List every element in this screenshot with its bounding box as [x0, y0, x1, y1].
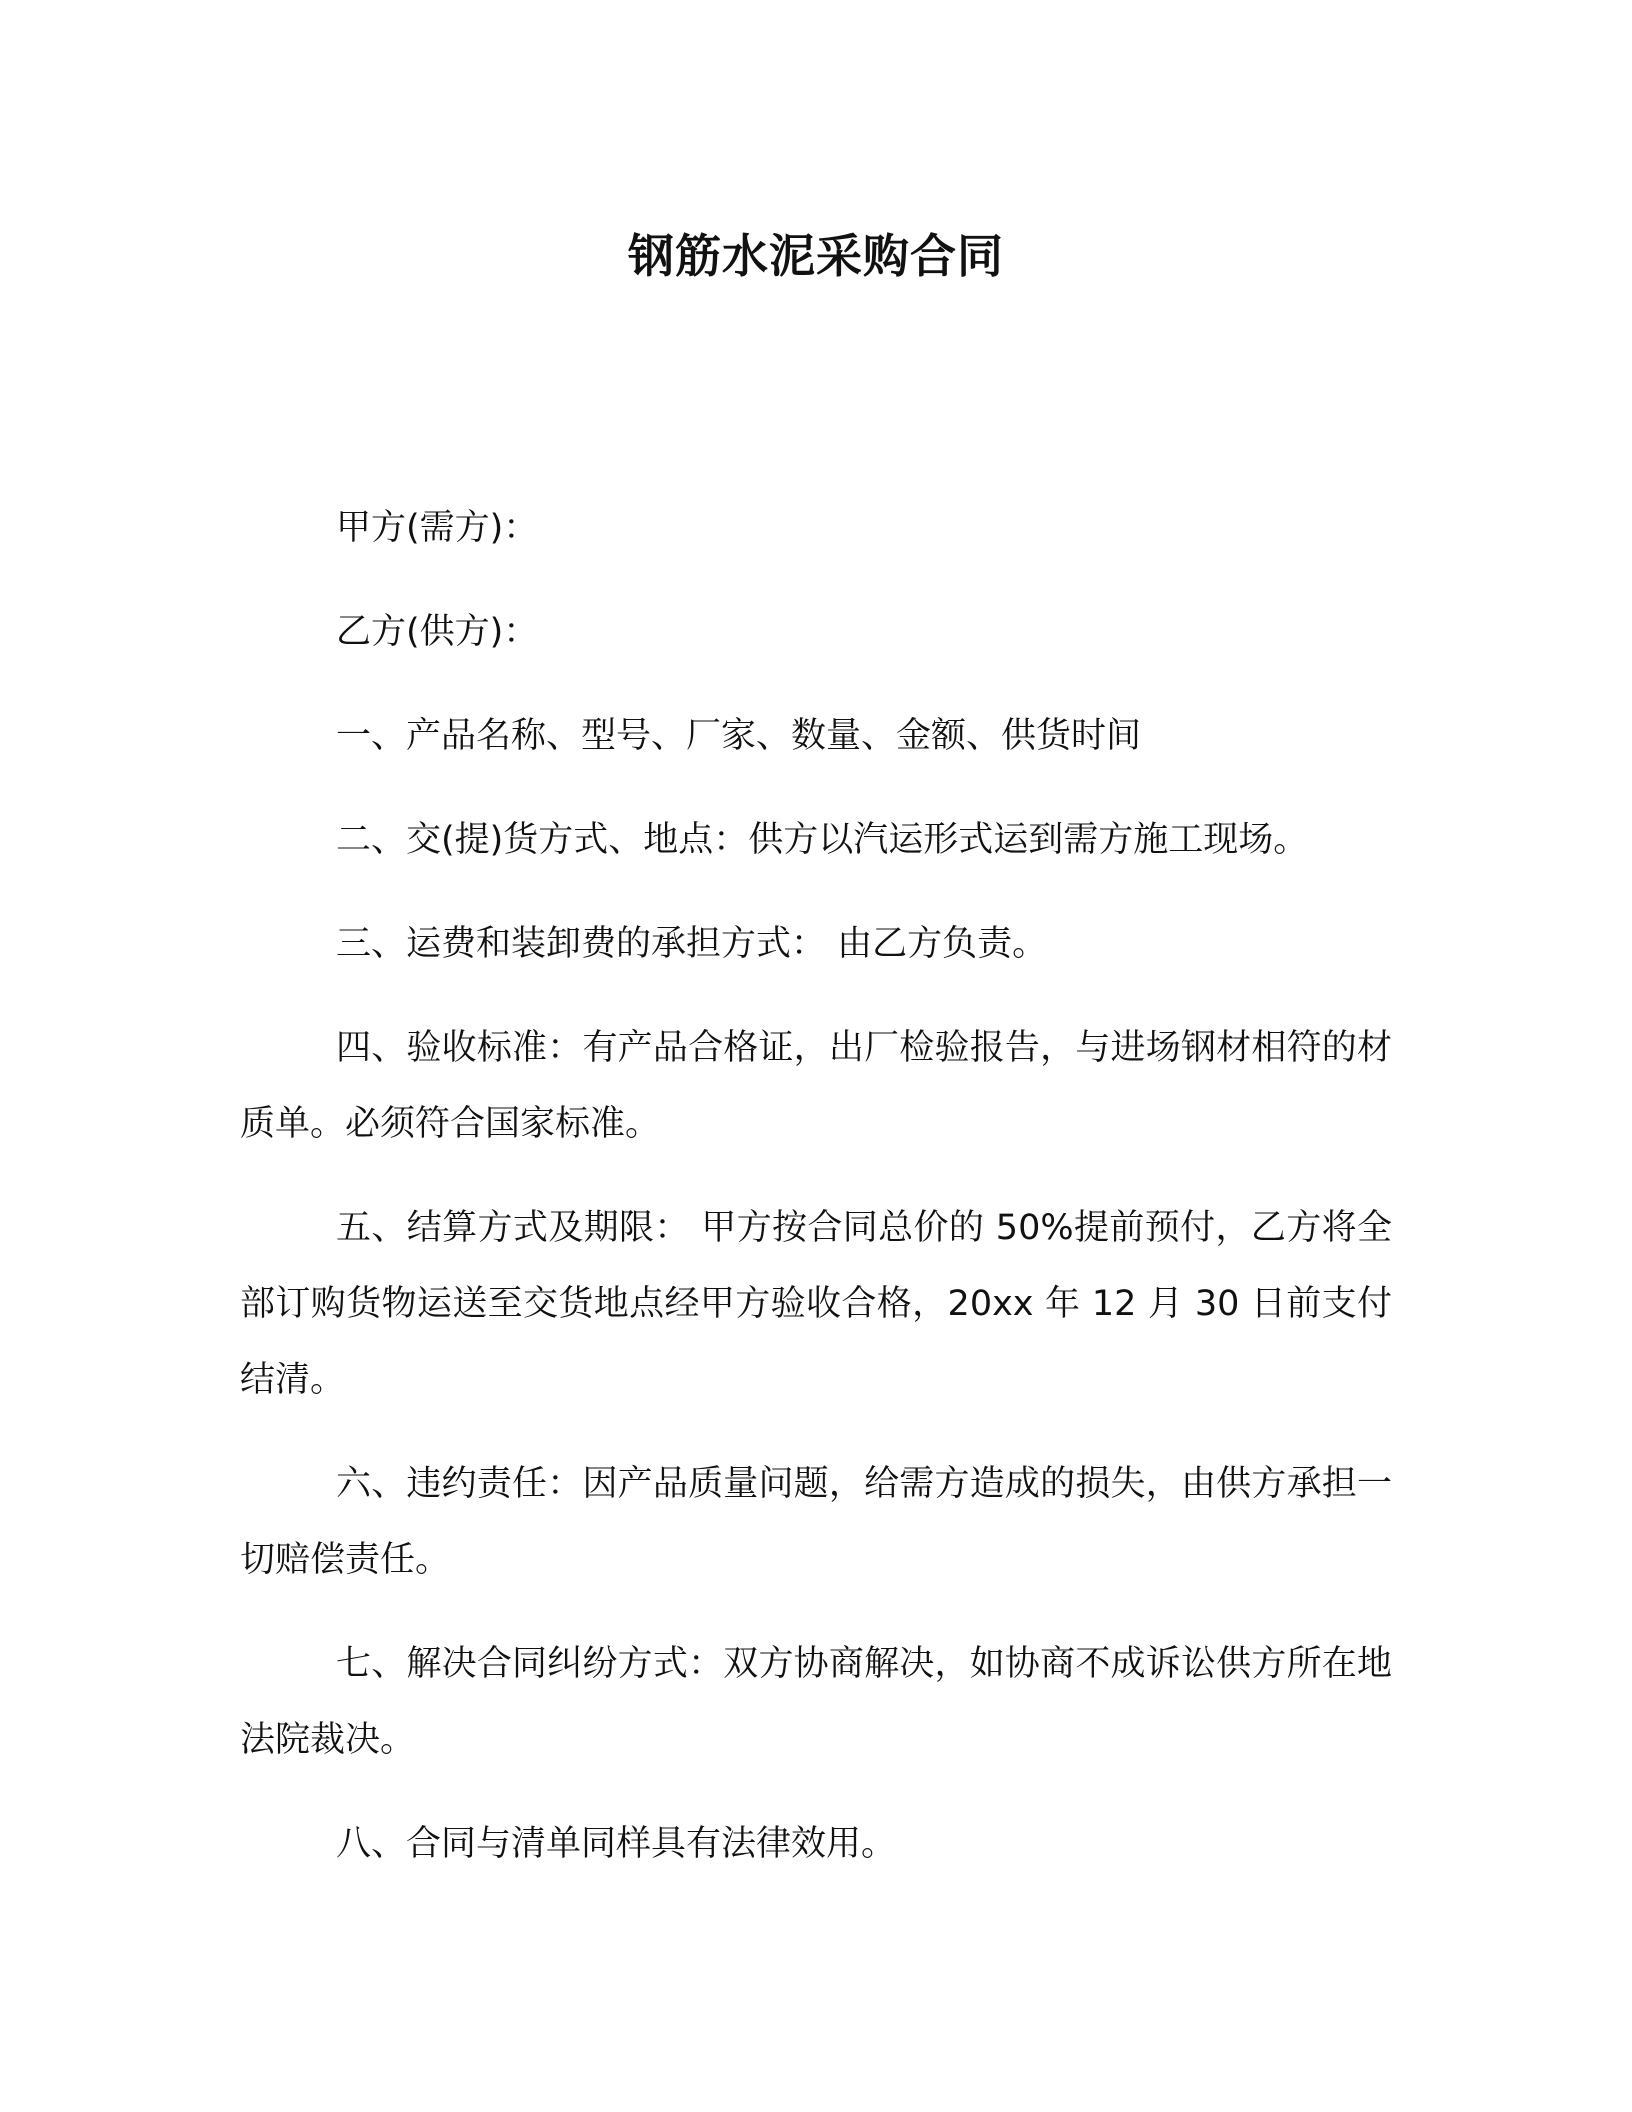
- party-a-label: 甲方(需方)：: [336, 508, 539, 548]
- clause-3: 三、运费和装卸费的承担方式： 由乙方负责。: [336, 924, 1048, 964]
- clause-8: 八、合同与清单同样具有法律效用。: [336, 1824, 897, 1864]
- clause-6: 六、违约责任：因产品质量问题，给需方造成的损失，由供方承担一切赔偿责任。: [240, 1464, 1392, 1580]
- party-b-label: 乙方(供方)：: [336, 612, 539, 652]
- contract-body: [240, 490, 1392, 1910]
- clause-7: 七、解决合同纠纷方式：双方协商解决，如协商不成诉讼供方所在地法院裁决。: [240, 1644, 1392, 1760]
- clause-5: 五、结算方式及期限： 甲方按合同总价的 50%提前预付，乙方将全部订购货物运送至交货地点经甲方验收合格，20xx 年 12 月 30 日前支付结清。: [240, 1208, 1392, 1400]
- clause-2: 二、交(提)货方式、地点：供方以汽运形式运到需方施工现场。: [336, 820, 1309, 860]
- clause-1: 一、产品名称、型号、厂家、数量、金额、供货时间: [336, 716, 1142, 756]
- document-title: 钢筋水泥采购合同: [628, 229, 1004, 283]
- clause-4: 四、验收标准：有产品合格证，出厂检验报告，与进场钢材相符的材质单。必须符合国家标准。: [240, 1028, 1392, 1144]
